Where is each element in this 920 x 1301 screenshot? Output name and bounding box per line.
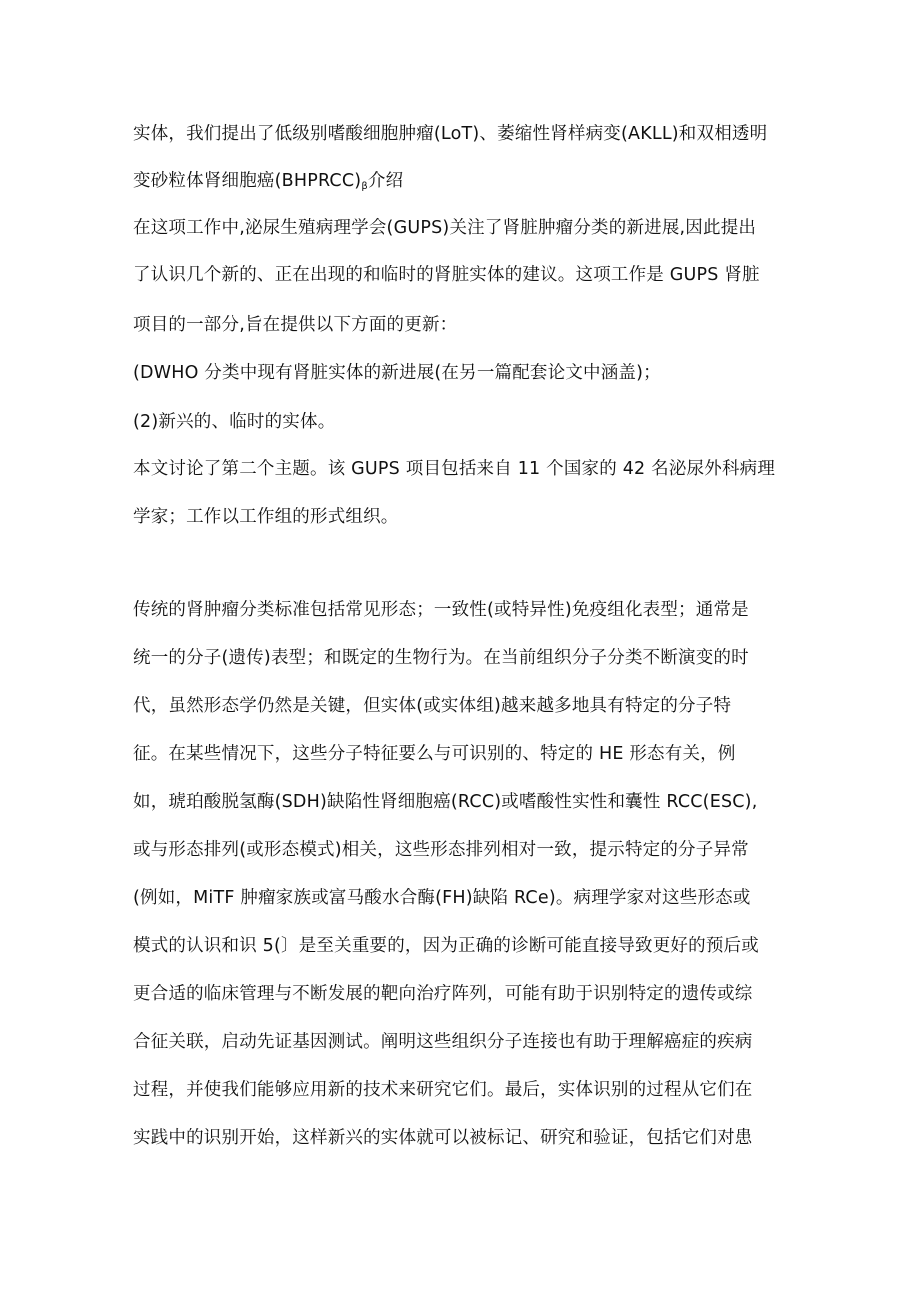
text-line: 传统的肾肿瘤分类标准包括常见形态；一致性(或特异性)免疫组化表型；通常是	[133, 600, 749, 620]
text-line: (2)新兴的、临时的实体。	[133, 412, 336, 432]
text-line: 过程，并使我们能够应用新的技术来研究它们。最后，实体识别的过程从它们在	[133, 1080, 753, 1100]
text-line: 如，琥珀酸脱氢酶(SDH)缺陷性肾细胞癌(RCC)或嗜酸性实性和囊性 RCC(ESC),	[133, 792, 758, 812]
text-line: (DWHO 分类中现有肾脏实体的新进展(在另一篇配套论文中涵盖)；	[133, 363, 661, 383]
text-line: 或与形态排列(或形态模式)相关，这些形态排列相对一致，提示特定的分子异常	[133, 840, 749, 860]
text-line: 合征关联，启动先证基因测试。阐明这些组织分子连接也有助于理解癌症的疾病	[133, 1032, 753, 1052]
text-line: 更合适的临床管理与不断发展的靶向治疗阵列，可能有助于识别特定的遗传或综	[133, 984, 753, 1004]
text-line	[133, 169, 813, 199]
text-line: 在这项工作中,泌尿生殖病理学会(GUPS)关注了肾脏肿瘤分类的新进展,因此提出	[133, 218, 757, 238]
text-line-suffix: 介绍	[367, 171, 404, 191]
text-line: 本文讨论了第二个主题。该 GUPS 项目包括来自 11 个国家的 42 名泌尿外科病理	[133, 459, 776, 479]
text-line-main: 变砂粒体肾细胞癌(BHPRCC)	[133, 171, 362, 191]
text-line: 征。在某些情况下，这些分子特征要么与可识别的、特定的 HE 形态有关，例	[133, 744, 736, 764]
text-line: 项目的一部分,旨在提供以下方面的更新：	[133, 315, 458, 335]
text-line: 实践中的识别开始，这样新兴的实体就可以被标记、研究和验证，包括它们对患	[133, 1128, 753, 1148]
text-line: 学家；工作以工作组的形式组织。	[133, 507, 399, 527]
text-line: 了认识几个新的、正在出现的和临时的肾脏实体的建议。这项工作是 GUPS 肾脏	[133, 265, 760, 285]
text-line: 模式的认识和识 5(〕是至关重要的，因为正确的诊断可能直接导致更好的预后或	[133, 936, 759, 956]
text-line: 实体，我们提出了低级别嗜酸细胞肿瘤(LoT)、萎缩性肾样病变(AKLL)和双相透明	[133, 124, 768, 144]
subscript-beta: β	[361, 181, 368, 192]
text-line: (例如，MiTF 肿瘤家族或富马酸水合酶(FH)缺陷 RCe)。病理学家对这些形态或	[133, 888, 751, 908]
text-line: 统一的分子(遗传)表型；和既定的生物行为。在当前组织分子分类不断演变的时	[133, 648, 749, 668]
text-line: 代，虽然形态学仍然是关键，但实体(或实体组)越来越多地具有特定的分子特	[133, 696, 732, 716]
